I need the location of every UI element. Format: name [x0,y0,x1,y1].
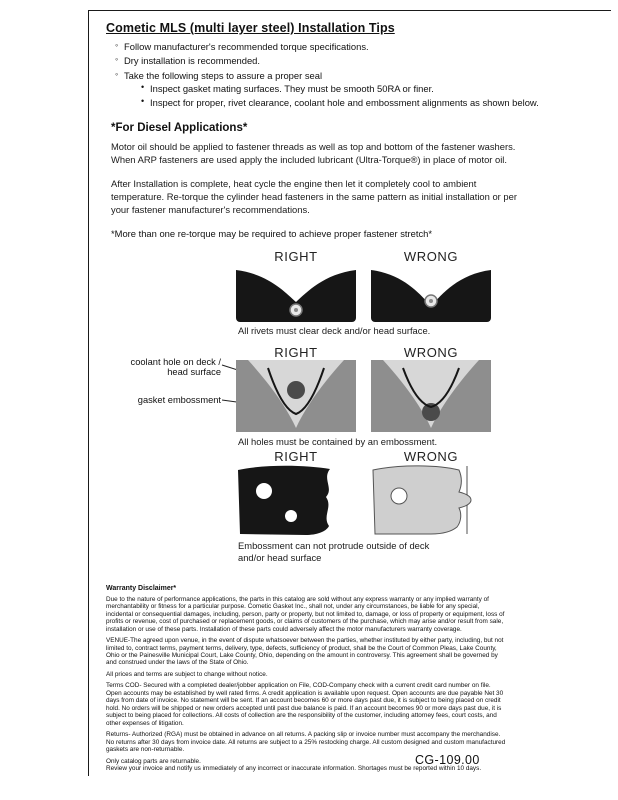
rivet-caption: All rivets must clear deck and/or head surface. [238,324,431,336]
tip-text: Follow manufacturer's recommended torque specifications. [124,41,369,52]
protrusion-right-diagram [236,464,356,536]
protrusion-caption: Embossment can not protrude outside of deck and/or head surface [238,539,430,563]
rivet-right-diagram [236,264,356,322]
coolant-hole-label: coolant hole on deck / head surface [130,356,221,378]
gasket-embossment-label: gasket embossment [137,394,221,405]
tip-text: Take the following steps to assure a proper seal [124,69,323,81]
wrong-label: WRONG [403,448,459,464]
page-frame [88,10,611,776]
gasket-section-shape [373,465,471,533]
right-label: RIGHT [274,248,318,264]
disclaimer-heading: Warranty Disclaimer* [106,584,177,592]
tip-item [115,41,595,53]
protrusion-diagram-row [105,449,595,571]
disclaimer-paragraph: Returns- Authorized (RGA) must be obtained in advance on all returns. A packing slip or invoice number must accompany the merchandise. No returns after 30 days from invoice date. All returns are subject to a 25% restocking charge. All custom designed and custom manufactured gaskets are non-returnable. [106,731,506,754]
embossment-right-diagram [236,360,356,432]
sub-tip-text: Inspect for proper, rivet clearance, coolant hole and embossment alignments as shown below. [150,97,539,108]
diagram-section [105,249,595,571]
right-label: RIGHT [274,448,318,464]
disclaimer-paragraph: All prices and terms are subject to change without notice. [106,670,268,678]
coolant-hole-icon [422,403,440,421]
rivet-wrong-diagram [371,264,491,322]
disclaimer-paragraph: Due to the nature of performance applications, the parts in this catalog are sold without any express warranty or any implied warranty of merchantability or fitness for a particular purpose. Cometic Gasket Inc., shall not, under any circumstances, be liable for any special, incidental or consequential damages, including, person, party or property, but not limited to, damage, or loss of property or equipment, loss of profits or revenue, cost of purchased or replacement goods, or claims of customers of the purchase, which may arise and/or result from sale, installation or use of these parts. Installation of these parts could adversely affect the motor manufacturers warranty coverage. [106,595,505,633]
coolant-hole-diagram-row [105,345,595,449]
warranty-disclaimer [106,585,508,773]
rivet-diagram-row [105,249,595,345]
tips-list [115,41,595,109]
right-label: RIGHT [274,344,318,360]
protrusion-wrong-diagram [371,464,491,536]
page-title: Cometic MLS (multi layer steel) Installation Tips [106,21,395,35]
rivet-center-icon [294,308,298,312]
wrong-label: WRONG [403,248,459,264]
disclaimer-paragraph: Only catalog parts are returnable. [106,757,201,765]
retorque-note: *More than one re-torque may be required to achieve proper fastener stretch* [111,227,433,239]
coolant-hole-caption: All holes must be contained by an embossment. [238,435,438,447]
bolt-hole-icon [391,488,407,504]
sub-tips-list [141,83,595,109]
tip-item [115,70,595,109]
sub-tip-text: Inspect gasket mating surfaces. They must be smooth 50RA or finer. [150,83,434,95]
diesel-paragraph-2: After Installation is complete, heat cycle the engine then let it completely cool to ambient temperature. Re-torque the cylinder head fasteners in the same pattern as initial installation or per your fastener manufacturer's recommendations. [111,177,517,215]
embossment-wrong-diagram [371,360,491,432]
gasket-section-shape [238,465,330,534]
tip-item [115,55,595,67]
page-number: CG-109.00 [415,753,480,767]
sub-tip-item [141,83,595,95]
rivet-center-icon [429,299,433,303]
wrong-label: WRONG [403,344,459,360]
disclaimer-paragraph: Review your invoice and notify us immediately of any incorrect or inaccurate information. Shortages must be reported within 10 days. [106,765,482,773]
tip-text: Dry installation is recommended. [124,55,260,67]
coolant-hole-icon [287,381,305,399]
sub-tip-item [141,97,595,109]
diesel-paragraph-1: Motor oil should be applied to fastener threads as well as top and bottom of the fastener washers. When ARP fasteners are used apply the included lubricant (Ultra-Torque®) in place of motor oil. [111,140,516,165]
disclaimer-paragraph: VENUE-The agreed upon venue, in the event of dispute whatsoever between the parties, whether instituted by either party, including, but not limited to, contract terms, payment terms, delivery, type, defects, sufficiency of product, shall be the Court of Common Pleas, Lake County, Ohio or the Painesville Municipal Court, Lake County, Ohio, depending on the amount in controversy. This agreement shall be governed by and construed under the laws of the State of Ohio. [106,637,504,667]
bolt-hole-icon [256,483,272,499]
diesel-applications-heading: *For Diesel Applications* [111,121,248,134]
disclaimer-paragraph: Terms COD- Secured with a completed dealer/jobber application on File, COD-Company check with a current credit card number on file. Open accounts may be established by well rated firms. A credit application is available upon request. Open accounts are due payable Net 30 days from date of invoice. No statement will be sent. If an account becomes 60 or more days past due, it is subject to being placed on credit hold. No orders will be shipped or new orders accepted until past due balance is paid. If an account becomes 90 or more days past due, it is subject to being placed for collections. All costs of collection are the responsibility of the customer, including attorney fees, court costs, and other expenses of litigation. [106,682,504,727]
bolt-hole-icon [285,510,297,522]
